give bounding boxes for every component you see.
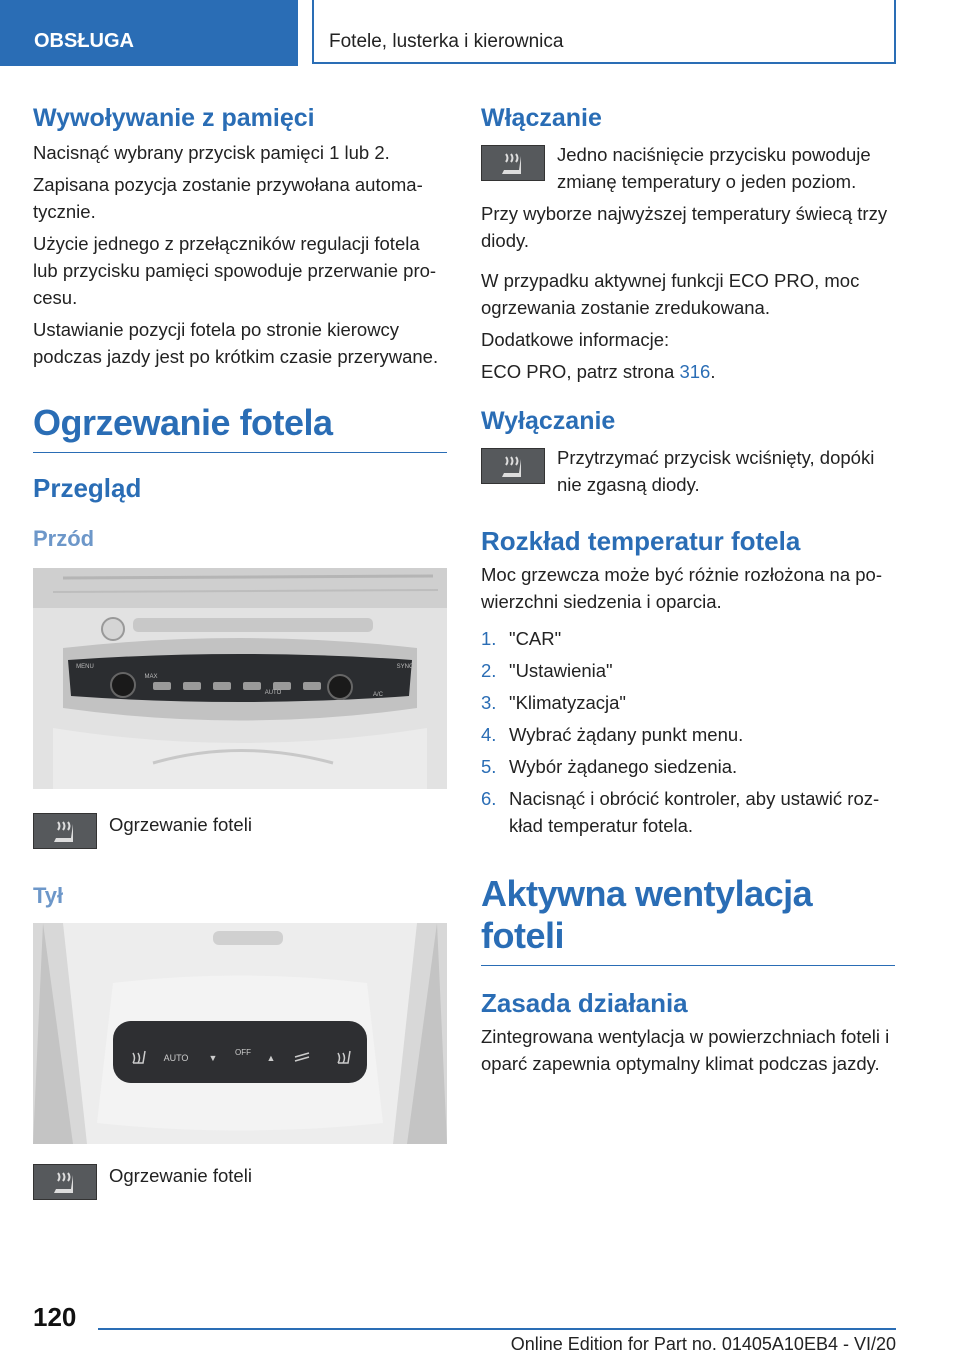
eco-pro-reference-text: ECO PRO, patrz strona <box>481 361 680 382</box>
list-item <box>481 785 895 839</box>
step-number: 4. <box>481 724 497 745</box>
switch-off-icon-text: Przytrzymać przycisk wciśnięty, dopóki nie zgasną diody. <box>557 447 875 495</box>
list-item <box>481 721 895 748</box>
principle-paragraph: Zintegrowana wentylacja w powierzchniach foteli i oparć zapewnia optymalny klimat podczas jazdy. <box>481 1026 890 1074</box>
switch-on-paragraph-4 <box>481 358 895 385</box>
step-text: Wybór żądanego siedzenia. <box>509 756 738 777</box>
edition-text: Online Edition for Part no. 01405A10EB4 - VI/20 <box>510 1334 896 1354</box>
switch-on-paragraph-3: Dodatkowe informacje: <box>481 329 670 350</box>
front-panel-button-label: SYNC <box>396 664 414 670</box>
rear-caption: Ogrzewanie foteli <box>109 1165 252 1186</box>
front-panel-button-label: A/C <box>372 692 384 698</box>
page-316-link[interactable]: 316 <box>679 361 711 382</box>
temperature-distribution-paragraph: Moc grzewcza może być różnie rozłożona na po-wierzchni siedzenia i oparcia. <box>481 564 883 612</box>
seat-heating-heading: Ogrzewanie fotela <box>33 402 447 453</box>
front-caption: Ogrzewanie foteli <box>109 814 252 835</box>
switch-on-paragraph-2: W przypadku aktywnej funkcji ECO PRO, moc ogrzewania zostanie zredukowana. <box>481 270 860 318</box>
front-heading: Przód <box>33 526 95 551</box>
list-item <box>481 689 895 716</box>
temperature-distribution-heading: Rozkład temperatur fotela <box>481 526 801 556</box>
chapter-title: Fotele, lusterka i kierownica <box>312 0 896 64</box>
step-number: 1. <box>481 628 497 649</box>
front-panel-button-label: AUTO <box>264 690 282 696</box>
list-item <box>481 657 895 684</box>
front-console-photo <box>33 568 447 789</box>
switch-on-row <box>481 141 895 195</box>
step-number: 6. <box>481 788 497 809</box>
switch-off-heading: Wyłączanie <box>481 407 616 435</box>
switch-on-icon-text: Jedno naciśnięcie przycisku powoduje zmianę temperatury o jeden poziom. <box>557 144 871 192</box>
front-console-illustration <box>33 568 447 789</box>
reference-period: . <box>710 361 716 382</box>
switch-on-paragraph-1: Przy wyborze najwyższej temperatury świecą trzy diody. <box>481 203 888 251</box>
step-text: "Klimatyzacja" <box>509 692 626 713</box>
step-number: 5. <box>481 756 497 777</box>
seat-ventilation-heading: Aktywna wentylacja foteli <box>481 873 895 966</box>
footer-divider <box>98 1328 896 1330</box>
front-panel-button-label: MENU <box>76 664 94 670</box>
step-text: "Ustawienia" <box>509 660 613 681</box>
step-text: "CAR" <box>509 628 562 649</box>
seat-heating-icon <box>481 448 545 484</box>
step-text: Wybrać żądany punkt menu. <box>509 724 744 745</box>
rear-console-illustration <box>33 923 447 1144</box>
step-number: 3. <box>481 692 497 713</box>
page-footer <box>0 1290 960 1362</box>
front-caption-row <box>33 813 447 849</box>
rear-panel-button-label: OFF <box>235 1048 251 1057</box>
rear-caption-row <box>33 1164 447 1200</box>
overview-heading: Przegląd <box>33 473 142 503</box>
rear-heading: Tył <box>33 883 64 908</box>
seat-heating-icon <box>481 145 545 181</box>
recall-heading: Wywoływanie z pamięci <box>33 104 315 132</box>
rear-panel-button-label: ▲ <box>266 1053 276 1063</box>
recall-paragraph-2: Zapisana pozycja zostanie przywołana automa-tycznie. <box>33 174 423 222</box>
recall-paragraph-1: Nacisnąć wybrany przycisk pamięci 1 lub 2. <box>33 142 390 163</box>
seat-heating-icon <box>33 813 97 849</box>
list-item <box>481 625 895 652</box>
rear-panel-button-label: ▼ <box>208 1053 218 1063</box>
step-text: Nacisnąć i obrócić kontroler, aby ustawić roz-kład temperatur fotela. <box>509 788 880 836</box>
switch-off-row <box>481 444 895 498</box>
seat-heating-icon <box>33 1164 97 1200</box>
rear-console-photo <box>33 923 447 1144</box>
step-number: 2. <box>481 660 497 681</box>
left-column <box>33 100 447 1200</box>
switch-on-heading: Włączanie <box>481 104 602 132</box>
list-item <box>481 753 895 780</box>
principle-heading: Zasada działania <box>481 988 688 1018</box>
page-number: 120 <box>33 1302 77 1332</box>
right-column <box>481 100 895 1077</box>
front-panel-button-label: MAX <box>144 674 158 680</box>
recall-paragraph-3: Użycie jednego z przełączników regulacji fotela lub przycisku pamięci spowoduje przerwanie pro-cesu. <box>33 233 437 308</box>
rear-panel-button-label: AUTO <box>163 1053 189 1063</box>
recall-paragraph-4: Ustawianie pozycji fotela po stronie kierowcy podczas jazdy jest po krótkim czasie przerywane. <box>33 319 439 367</box>
section-tab: OBSŁUGA <box>0 0 298 66</box>
steps-list <box>481 625 895 839</box>
page-header <box>0 0 960 66</box>
